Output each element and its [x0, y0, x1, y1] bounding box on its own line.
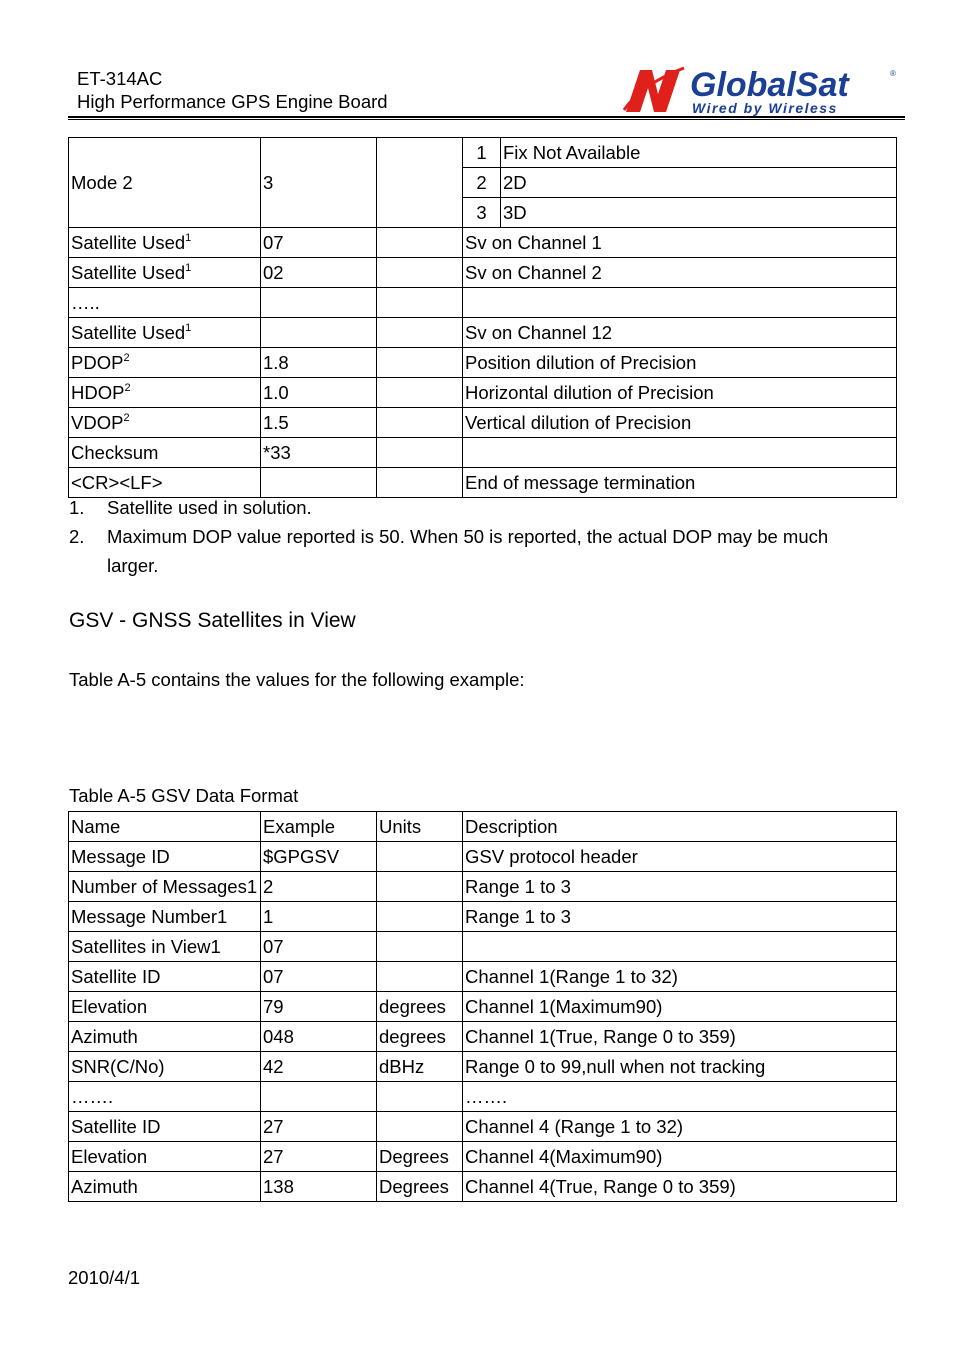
footnote-ref: 1 [185, 322, 192, 334]
example-cell: 1.8 [261, 348, 377, 378]
name-cell [69, 318, 261, 348]
units-cell [377, 438, 463, 468]
column-header: Name [69, 812, 261, 842]
footnote-ref: 2 [124, 382, 131, 394]
table-row [69, 228, 897, 258]
footnote-number: 1. [69, 497, 85, 518]
header-rule [68, 116, 905, 118]
logo-tagline: Wired by Wireless [692, 100, 838, 116]
example-cell: 27 [261, 1142, 377, 1172]
description-cell: Channel 1(Maximum90) [463, 992, 897, 1022]
units-cell [377, 288, 463, 318]
footnote-2-text: Maximum DOP value reported is 50. When 50 is reported, the actual DOP may be much larger. [107, 526, 829, 576]
name-cell [69, 228, 261, 258]
table-row [69, 902, 897, 932]
table-row [69, 318, 897, 348]
example-cell: 27 [261, 1112, 377, 1142]
field-name: PDOP [71, 352, 124, 373]
table-row [69, 288, 897, 318]
field-name: ….. [71, 292, 100, 313]
name-cell: Satellites in View1 [69, 932, 261, 962]
option-number: 1 [463, 138, 501, 168]
table-row [69, 1052, 897, 1082]
description-cell [463, 438, 897, 468]
units-cell [377, 318, 463, 348]
table-row [69, 408, 897, 438]
table-row [69, 258, 897, 288]
example-cell: *33 [261, 438, 377, 468]
page-header [77, 67, 388, 113]
field-name: <CR><LF> [71, 472, 163, 493]
table-row [69, 1142, 897, 1172]
table-row [69, 438, 897, 468]
name-cell [69, 378, 261, 408]
units-cell: dBHz [377, 1052, 463, 1082]
description-cell: Horizontal dilution of Precision [463, 378, 897, 408]
name-cell: Azimuth [69, 1022, 261, 1052]
globalsat-n-mark-icon [624, 68, 684, 112]
example-cell: 42 [261, 1052, 377, 1082]
name-cell: Elevation [69, 992, 261, 1022]
name-cell: ……. [69, 1082, 261, 1112]
description-cell: GSV protocol header [463, 842, 897, 872]
example-cell: 07 [261, 962, 377, 992]
name-cell: Azimuth [69, 1172, 261, 1202]
description-cell: Sv on Channel 1 [463, 228, 897, 258]
field-name: Satellite Used [71, 322, 186, 343]
column-header: Example [261, 812, 377, 842]
example-cell: 1.5 [261, 408, 377, 438]
column-header: Description [463, 812, 897, 842]
units-cell [377, 258, 463, 288]
table-caption: Table A-5 GSV Data Format [69, 785, 299, 806]
units-cell [377, 842, 463, 872]
description-cell: Position dilution of Precision [463, 348, 897, 378]
description-cell: ……. [463, 1082, 897, 1112]
example-cell: 1 [261, 902, 377, 932]
description-cell: Sv on Channel 2 [463, 258, 897, 288]
description-cell: Vertical dilution of Precision [463, 408, 897, 438]
footnote-ref: 1 [185, 232, 192, 244]
name-cell [69, 288, 261, 318]
example-cell [261, 1082, 377, 1112]
example-cell: 138 [261, 1172, 377, 1202]
footnote-text: Satellite used in solution. [107, 497, 312, 518]
units-cell [377, 408, 463, 438]
registered-mark-icon: ® [890, 69, 896, 78]
option-number: 2 [463, 168, 501, 198]
footnote-ref: 2 [123, 352, 130, 364]
example-cell: 07 [261, 932, 377, 962]
description-cell: Channel 4(True, Range 0 to 359) [463, 1172, 897, 1202]
name-cell: Message Number1 [69, 902, 261, 932]
table-row [69, 932, 897, 962]
option-label: Fix Not Available [501, 138, 897, 168]
name-cell [69, 258, 261, 288]
name-cell: SNR(C/No) [69, 1052, 261, 1082]
name-cell: Number of Messages1 [69, 872, 261, 902]
description-cell: Channel 4 (Range 1 to 32) [463, 1112, 897, 1142]
logo-wordmark: GlobalSat [690, 66, 849, 104]
footnote-ref: 1 [185, 262, 192, 274]
field-name: HDOP [71, 382, 125, 403]
description-cell: Channel 1(True, Range 0 to 359) [463, 1022, 897, 1052]
doc-subtitle: High Performance GPS Engine Board [77, 91, 388, 112]
option-number: 3 [463, 198, 501, 228]
example-cell: 1.0 [261, 378, 377, 408]
field-name: Satellite Used [71, 232, 186, 253]
units-cell: Degrees [377, 1172, 463, 1202]
units-cell [377, 962, 463, 992]
description-cell [463, 288, 897, 318]
description-cell: End of message termination [463, 468, 897, 498]
units-cell [377, 228, 463, 258]
field-name: Checksum [71, 442, 159, 463]
units-cell: Degrees [377, 1142, 463, 1172]
footnote-1 [69, 493, 312, 522]
intro-paragraph: Table A-5 contains the values for the following example: [69, 669, 525, 690]
units-cell [377, 872, 463, 902]
description-cell: Channel 4(Maximum90) [463, 1142, 897, 1172]
units-cell: degrees [377, 1022, 463, 1052]
example-cell: 02 [261, 258, 377, 288]
footer-date: 2010/4/1 [68, 1267, 141, 1288]
field-name: Satellite Used [71, 262, 186, 283]
footnote-ref: 2 [123, 412, 130, 424]
units-cell [377, 378, 463, 408]
description-cell: Range 1 to 3 [463, 872, 897, 902]
example-cell [261, 288, 377, 318]
name-cell [69, 438, 261, 468]
option-label: 2D [501, 168, 897, 198]
table-row [69, 962, 897, 992]
table-row [69, 1082, 897, 1112]
example-cell [261, 318, 377, 348]
table-row [69, 842, 897, 872]
gsv-format-table [68, 811, 897, 1202]
field-name: VDOP [71, 412, 124, 433]
example-cell: 07 [261, 228, 377, 258]
name-cell: Message ID [69, 842, 261, 872]
table-row [69, 1022, 897, 1052]
units-cell [377, 348, 463, 378]
name-cell [69, 408, 261, 438]
units-cell: degrees [377, 992, 463, 1022]
table-row [69, 138, 897, 168]
table-header-row [69, 812, 897, 842]
example-cell: 2 [261, 872, 377, 902]
name-cell: Satellite ID [69, 962, 261, 992]
mode2-name-cell: Mode 2 [69, 138, 261, 228]
name-cell: Satellite ID [69, 1112, 261, 1142]
column-header: Units [377, 812, 463, 842]
units-cell [377, 1082, 463, 1112]
table-row [69, 1172, 897, 1202]
section-title: GSV - GNSS Satellites in View [69, 609, 356, 632]
mode2-units-cell [377, 138, 463, 228]
table-row [69, 1112, 897, 1142]
units-cell [377, 902, 463, 932]
description-cell: Range 0 to 99,null when not tracking [463, 1052, 897, 1082]
option-label: 3D [501, 198, 897, 228]
table-row [69, 348, 897, 378]
example-cell: 048 [261, 1022, 377, 1052]
mode2-example-cell: 3 [261, 138, 377, 228]
name-cell: Elevation [69, 1142, 261, 1172]
table-row [69, 872, 897, 902]
example-cell: 79 [261, 992, 377, 1022]
description-cell [463, 932, 897, 962]
footnote-2-number [69, 522, 107, 551]
table-row [69, 992, 897, 1022]
header-rule-thin [68, 119, 905, 120]
description-cell: Range 1 to 3 [463, 902, 897, 932]
doc-id: ET-314AC [77, 68, 163, 89]
example-cell: $GPGSV [261, 842, 377, 872]
units-cell [377, 468, 463, 498]
units-cell [377, 1112, 463, 1142]
footnote-number: 2. [69, 526, 85, 547]
description-cell: Channel 1(Range 1 to 32) [463, 962, 897, 992]
name-cell [69, 348, 261, 378]
gga-format-table [68, 137, 897, 498]
description-cell: Sv on Channel 12 [463, 318, 897, 348]
globalsat-logo [622, 64, 902, 116]
table-row [69, 378, 897, 408]
units-cell [377, 932, 463, 962]
